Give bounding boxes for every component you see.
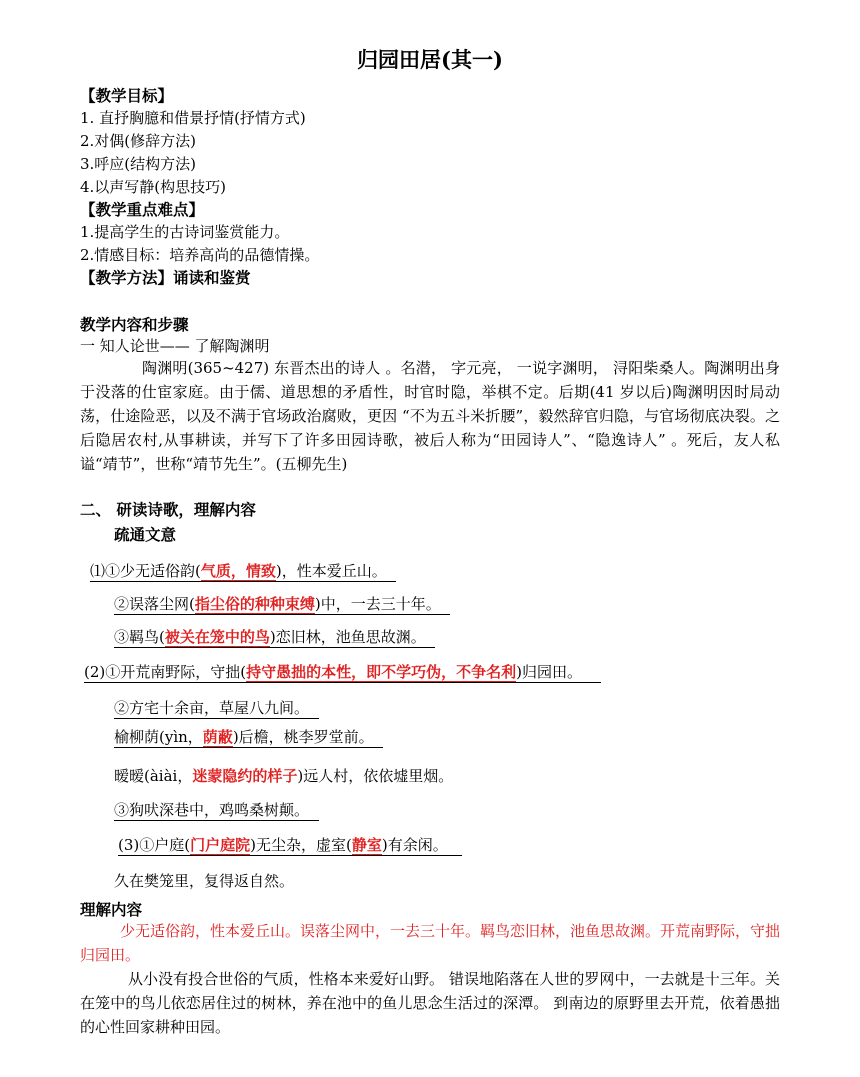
objective-item-2: 2.对偶(修辞方法) xyxy=(80,132,197,150)
poem-line-9: (3)①户庭(门户庭院)无尘杂，虚室(静室)有余闲。 xyxy=(118,834,462,855)
key-point-item-1: 1.提高学生的古诗词鉴赏能力。 xyxy=(80,223,290,241)
poem-line-10: 久在樊笼里，复得返自然。 xyxy=(114,872,295,890)
content-heading: 教学内容和步骤 xyxy=(80,316,189,334)
key-point-item-2: 2.情感目标：培养高尚的品德情操。 xyxy=(80,246,320,264)
section1-heading: 一 知人论世—— 了解陶渊明 xyxy=(80,337,270,355)
poem-line-6: 榆柳荫(yìn，荫蔽)后檐，桃李罗堂前。 xyxy=(114,726,383,747)
translation-paragraph: 从小没有投合世俗的气质，性格本来爱好山野。 错误地陷落在人世的罗网中，一去就是十三年。关在笼中的鸟儿依恋居住过的树林，养在池中的鱼儿思念生活过的深潭。 到南边的原野里去开荒，依着愚拙的心性回家耕种田园。 xyxy=(80,970,780,1036)
section2-subheading: 疏通文意 xyxy=(114,526,177,544)
annotation: 门户庭院 xyxy=(190,836,251,854)
understanding-heading: 理解内容 xyxy=(80,901,143,919)
poem-line-8: ③狗吠深巷中，鸡鸣桑树颠。 xyxy=(114,799,319,820)
annotation: 气质，情致 xyxy=(200,562,276,580)
section1-paragraph: 陶渊明(365~427) 东晋杰出的诗人 。名潜， 字元亮， 一说字渊明， 浔阳柴桑人。陶渊明出身于没落的仕宦家庭。由于儒、道思想的矛盾性，时官时隐，举棋不定。后期(41 岁以后)陶渊明因时局动荡，仕途险恶，以及不满于官场政治腐败，更因 “不为五斗米折腰”，毅然辞官归隐，与官场彻底决裂。之后隐居农村,从事耕读，并写下了许多田园诗歌，被后人称为“田园诗人”、“隐逸诗人” 。死后，友人私谥“靖节”，世称“靖节先生”。(五柳先生) xyxy=(80,359,780,473)
annotation: 持守愚拙的本性，即不学巧伪，不争名利 xyxy=(246,663,517,681)
page-title: 归园田居(其一) xyxy=(357,47,503,72)
objective-item-1: 1. 直抒胸臆和借景抒情(抒情方式) xyxy=(80,109,306,127)
poem-line-7: 暧暧(àiài，迷蒙隐约的样子)远人村，依依墟里烟。 xyxy=(114,767,454,785)
annotation: 被关在笼中的鸟 xyxy=(164,628,270,646)
objectives-heading: 【教学目标】 xyxy=(80,87,174,105)
poem-line-1: ⑴①少无适俗韵(气质，情致)，性本爱丘山。 xyxy=(90,560,396,581)
poem-line-2: ②误落尘网(指尘俗的种种束缚)中，一去三十年。 xyxy=(114,593,450,614)
annotation: 指尘俗的种种束缚 xyxy=(194,595,315,613)
poem-line-4: (2)①开荒南野际，守拙(持守愚拙的本性，即不学巧伪，不争名利)归园田。 xyxy=(84,661,601,682)
annotation: 荫蔽 xyxy=(202,728,233,746)
poem-line-3: ③羁鸟(被关在笼中的鸟)恋旧林，池鱼思故渊。 xyxy=(114,626,435,647)
objective-item-4: 4.以声写静(构思技巧) xyxy=(80,178,227,196)
objective-item-3: 3.呼应(结构方法) xyxy=(80,155,197,173)
key-points-heading: 【教学重点难点】 xyxy=(80,201,205,219)
poem-line-5: ②方宅十余亩，草屋八九间。 xyxy=(114,697,319,718)
section2-heading: 二、 研读诗歌，理解内容 xyxy=(80,501,256,519)
annotation: 静室 xyxy=(351,836,382,854)
annotation: 迷蒙隐约的样子 xyxy=(192,767,298,785)
poem-summary-red: 少无适俗韵，性本爱丘山。误落尘网中，一去三十年。羁鸟恋旧林，池鱼思故渊。开荒南野际，守拙归园田。 xyxy=(80,922,781,964)
methods-line: 【教学方法】诵读和鉴赏 xyxy=(80,269,251,287)
